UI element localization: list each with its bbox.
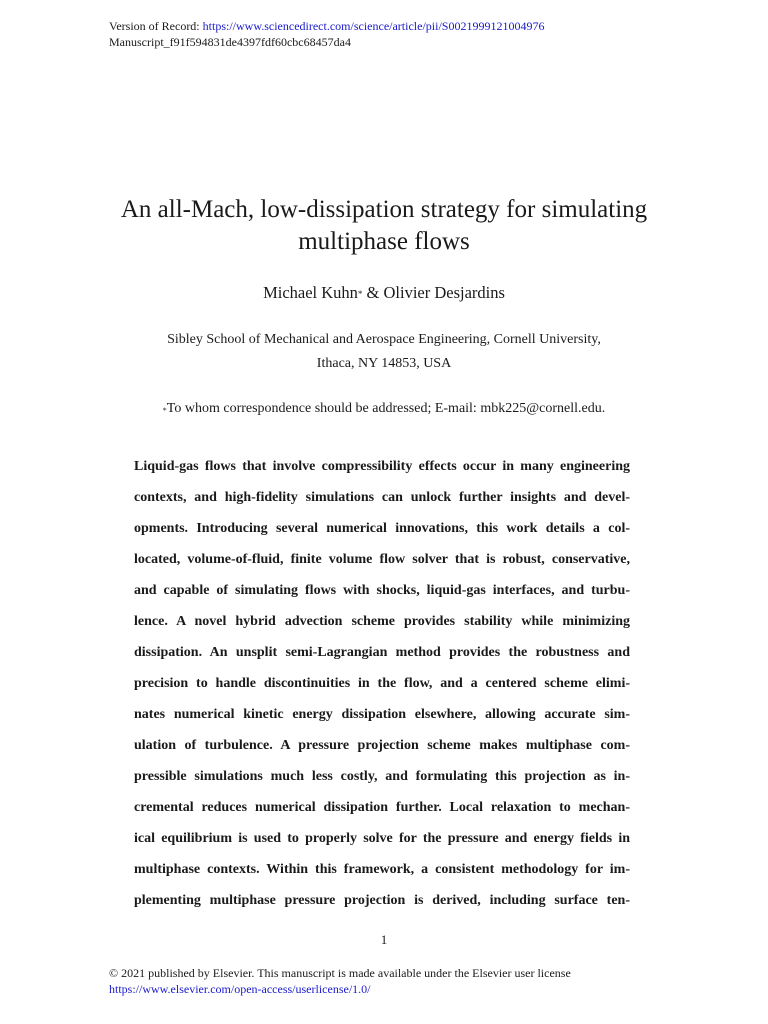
- page-footer: [109, 965, 571, 997]
- abstract-line: located, volume-of-fluid, finite volume flow solver that is robust, conservative,: [134, 552, 630, 567]
- abstract-line: lence. A novel hybrid advection scheme provides stability while minimizing: [134, 614, 630, 629]
- author-name: & Olivier Desjardins: [362, 283, 505, 302]
- author-list: [60, 282, 708, 304]
- abstract-line: contexts, and high-fidelity simulations can unlock further insights and devel-: [134, 490, 630, 505]
- paper-title-line: multiphase flows: [298, 228, 470, 255]
- correspondence-marker: *: [162, 406, 167, 415]
- author-name: Michael Kuhn: [263, 283, 358, 302]
- page-number: 1: [380, 932, 388, 947]
- abstract-line: Liquid-gas flows that involve compressibility effects occur in many engineering: [134, 459, 630, 474]
- version-of-record-label: Version of Record:: [109, 19, 203, 33]
- abstract-line: opments. Introducing several numerical innovations, this work details a col-: [134, 521, 630, 536]
- abstract-line: and capable of simulating flows with shocks, liquid-gas interfaces, and turbu-: [134, 583, 630, 598]
- author-affiliation: [60, 328, 708, 376]
- license-notice: © 2021 published by Elsevier. This manuscript is made available under the Elsevier user license: [109, 966, 571, 980]
- abstract-line: multiphase contexts. Within this framework, a consistent methodology for im-: [134, 862, 630, 877]
- abstract-line: dissipation. An unsplit semi-Lagrangian method provides the robustness and: [134, 645, 630, 660]
- license-link[interactable]: https://www.elsevier.com/open-access/userlicense/1.0/: [109, 982, 371, 996]
- abstract-line: ical equilibrium is used to properly solve for the pressure and energy fields in: [134, 831, 630, 846]
- abstract-line: nates numerical kinetic energy dissipation elsewhere, allowing accurate sim-: [134, 707, 630, 722]
- corresponding-author-marker: *: [357, 289, 363, 299]
- page-header: [109, 18, 544, 50]
- abstract-line: plementing multiphase pressure projection is derived, including surface ten-: [134, 893, 630, 908]
- version-of-record-link[interactable]: https://www.sciencedirect.com/science/article/pii/S0021999121004976: [202, 19, 545, 33]
- affiliation-line: Sibley School of Mechanical and Aerospace Engineering, Cornell University,: [167, 332, 601, 347]
- correspondence-text: To whom correspondence should be addressed; E-mail: mbk225@cornell.edu.: [166, 401, 606, 416]
- abstract-line: precision to handle discontinuities in the flow, and a centered scheme elimi-: [134, 676, 630, 691]
- paper-title-line: An all-Mach, low-dissipation strategy for simulating: [120, 196, 648, 223]
- abstract-line: ulation of turbulence. A pressure projection scheme makes multiphase com-: [134, 738, 630, 753]
- manuscript-id: Manuscript_f91f594831de4397fdf60cbc68457da4: [109, 35, 351, 49]
- abstract-line: pressible simulations much less costly, and formulating this projection as in-: [134, 769, 630, 784]
- version-of-record-line: [109, 18, 544, 34]
- affiliation-line: Ithaca, NY 14853, USA: [316, 356, 452, 371]
- abstract: [134, 455, 630, 920]
- paper-title: [60, 194, 708, 258]
- correspondence-note: [60, 398, 708, 420]
- abstract-line: cremental reduces numerical dissipation further. Local relaxation to mechan-: [134, 800, 630, 815]
